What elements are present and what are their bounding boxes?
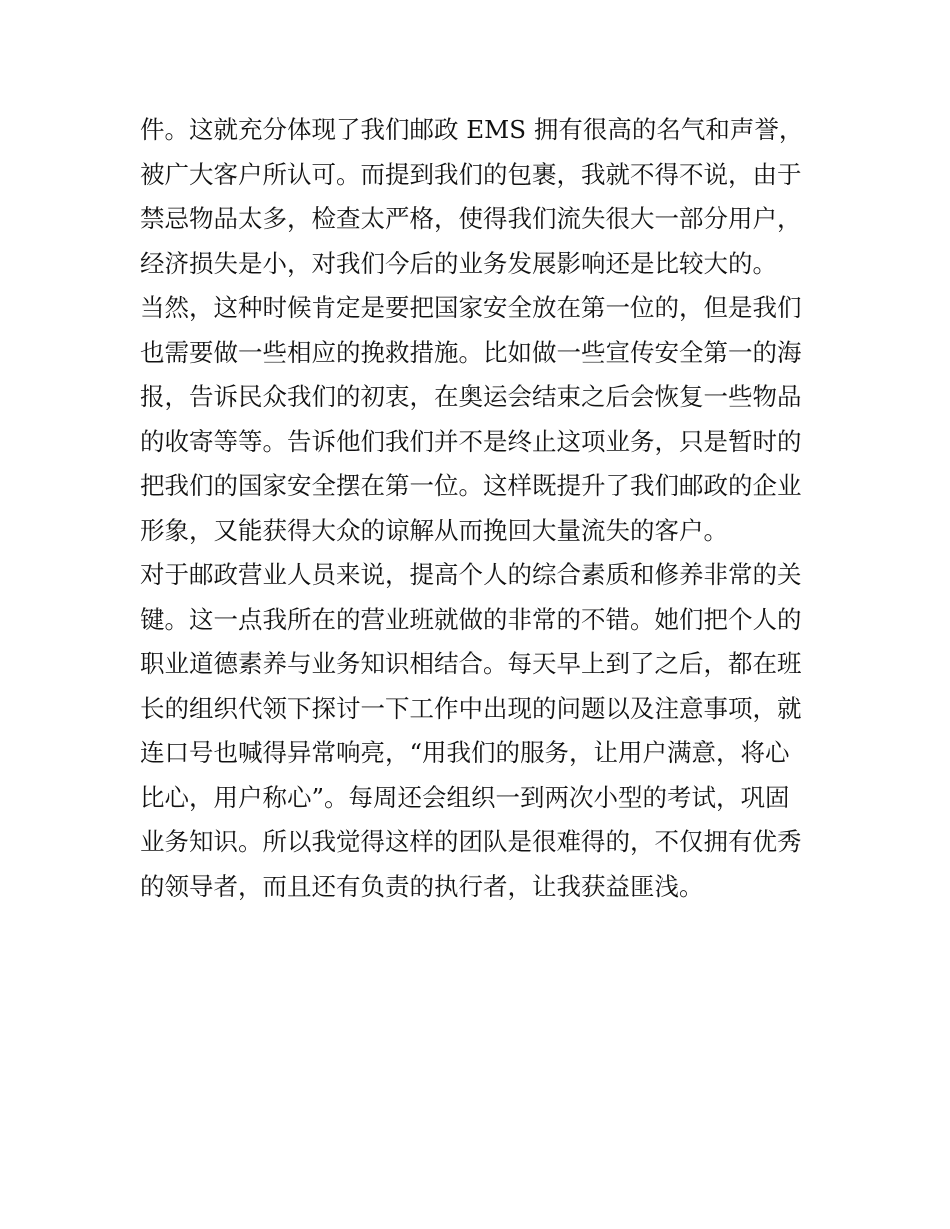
- text-line: 报，告诉民众我们的初衷，在奥运会结束之后会恢复一些物品: [140, 382, 802, 411]
- text-line: 长的组织代领下探讨一下工作中出现的问题以及注意事项，就: [140, 693, 802, 723]
- text-line: 的收寄等等。告诉他们我们并不是终止这项业务，只是暂时的: [140, 426, 802, 456]
- body-text: [140, 108, 820, 909]
- text-line: 连口号也喊得异常响亮，“用我们的服务，让用户满意，将心: [140, 738, 790, 767]
- text-line: 比心，用户称心”。每周还会组织一到两次小型的考试，巩固: [140, 782, 790, 812]
- text-line: 职业道德素养与业务知识相结合。每天早上到了之后，都在班: [140, 649, 802, 678]
- text-line: 对于邮政营业人员来说，提高个人的综合素质和修养非常的关: [140, 560, 802, 589]
- text-line: 经济损失是小，对我们今后的业务发展影响还是比较大的。: [140, 248, 777, 278]
- text-line: 也需要做一些相应的挽救措施。比如做一些宣传安全第一的海: [140, 337, 802, 367]
- text-line: 形象，又能获得大众的谅解从而挽回大量流失的客户。: [140, 515, 728, 545]
- text-line: 被广大客户所认可。而提到我们的包裹，我就不得不说，由于: [140, 159, 802, 189]
- text-line: 把我们的国家安全摆在第一位。这样既提升了我们邮政的企业: [140, 471, 802, 500]
- text-line: 的领导者，而且还有负责的执行者，让我获益匪浅。: [140, 871, 704, 901]
- text-line: 禁忌物品太多，检查太严格，使得我们流失很大一部分用户，: [140, 204, 802, 233]
- text-line: 键。这一点我所在的营业班就做的非常的不错。她们把个人的: [140, 604, 802, 634]
- text-line: 业务知识。所以我觉得这样的团队是很难得的，不仅拥有优秀: [140, 827, 802, 856]
- text-line: 当然，这种时候肯定是要把国家安全放在第一位的，但是我们: [140, 293, 802, 322]
- text-line: 件。这就充分体现了我们邮政 EMS 拥有很高的名气和声誉，: [140, 115, 804, 144]
